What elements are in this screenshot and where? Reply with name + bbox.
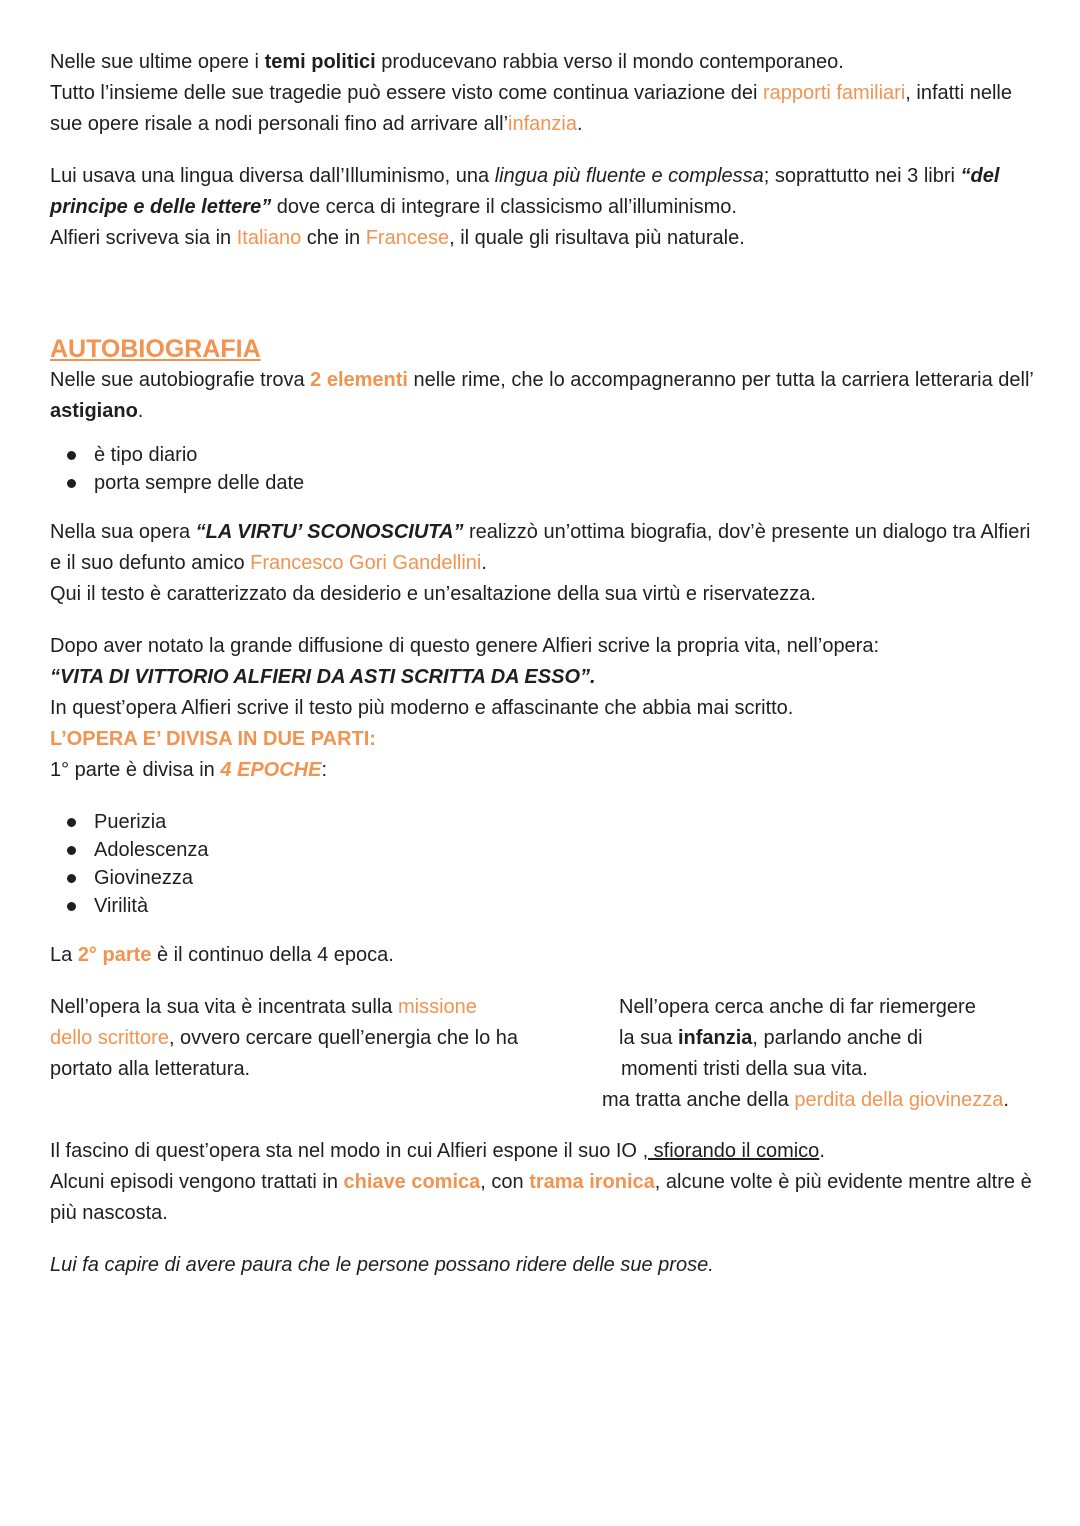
trama-ironica: trama ironica: [529, 1171, 655, 1193]
autobio-paragraph-1: Nelle sue autobiografie trova 2 elementi nelle rime, che lo accompagneranno per tutta la carriera letteraria dell’ astigiano.: [50, 369, 1034, 422]
autobio-paragraph-11: Alcuni episodi vengono trattati in chiave comica, con trama ironica, alcune volte è più evidente mentre altre è più nascosta.: [50, 1171, 1032, 1224]
lingua-fluente: lingua più fluente e complessa: [494, 165, 764, 187]
list-item: Puerizia: [50, 808, 1040, 836]
list-item: Giovinezza: [50, 864, 1040, 892]
intro-paragraph-1: Nelle sue ultime opere i temi politici producevano rabbia verso il mondo contemporaneo.: [50, 51, 844, 73]
vita-title: “VITA DI VITTORIO ALFIERI DA ASTI SCRITTA DA ESSO”.: [50, 666, 596, 688]
sfiorando-comico: , sfiorando il comico: [642, 1140, 820, 1162]
autobio-paragraph-3: Qui il testo è caratterizzato da desiderio e un’esaltazione della sua virtù e riservatezza.: [50, 583, 816, 605]
due-elementi: 2 elementi: [310, 369, 408, 391]
virtu-sconosciuta: “LA VIRTU’ SCONOSCIUTA”: [195, 521, 464, 543]
two-columns: [50, 992, 1040, 1116]
list-item: Adolescenza: [50, 836, 1040, 864]
infanzia-highlight: infanzia: [508, 113, 577, 135]
list-item: è tipo diario: [50, 441, 1040, 469]
epochs-list: [50, 808, 1040, 920]
temi-politici: temi politici: [264, 51, 376, 73]
column-left: Nell’opera la sua vita è incentrata sulla missione dello scrittore, ovvero cercare quell’energia che lo ha portato alla letteratura.: [50, 996, 519, 1080]
column-right: Nell’opera cerca anche di far riemergere la sua infanzia, parlando anche di momenti tristi della sua vita. ma tratta anche della perdita della giovinezza.: [602, 996, 1009, 1111]
seconda-parte: 2° parte: [77, 944, 152, 966]
infanzia-bold: infanzia: [677, 1027, 753, 1049]
francese-highlight: Francese: [365, 227, 450, 249]
autobio-paragraph-2: Nella sua opera “LA VIRTU’ SCONOSCIUTA” realizzò un’ottima biografia, dov’è presente un dialogo tra Alfieri e il suo defunto amico Francesco Gori Gandellini.: [50, 521, 1031, 574]
intro-paragraph-4: Alfieri scriveva sia in Italiano che in Francese, il quale gli risultava più naturale.: [50, 227, 745, 249]
opera-divisa-heading: L’OPERA E’ DIVISA IN DUE PARTI:: [50, 728, 376, 750]
perdita-giovinezza: perdita della giovinezza: [794, 1089, 1004, 1111]
closing-note: Lui fa capire di avere paura che le persone possano ridere delle sue prose.: [50, 1254, 714, 1276]
missione-scrittore: missione dello scrittore: [50, 996, 477, 1049]
autobio-paragraph-10: Il fascino di quest’opera sta nel modo in cui Alfieri espone il suo IO , sfiorando il comico.: [50, 1140, 825, 1162]
autobio-paragraph-4: Dopo aver notato la grande diffusione di questo genere Alfieri scrive la propria vita, nell’opera:: [50, 635, 880, 657]
quattro-epoche: 4 EPOCHE: [220, 759, 322, 781]
parte-1: 1° parte è divisa in 4 EPOCHE:: [50, 759, 328, 781]
intro-paragraph-3: Lui usava una lingua diversa dall’Illuminismo, una lingua più fluente e complessa; soprattutto nei 3 libri “del principe e delle lettere” dove cerca di integrare il classicismo all’illuminismo.: [50, 165, 1000, 218]
section-heading-autobiografia: AUTOBIOGRAFIA: [50, 335, 261, 363]
intro-paragraph-2: Tutto l’insieme delle sue tragedie può essere visto come continua variazione dei rapporti familiari, infatti nelle sue opere risale a nodi personali fino ad arrivare all’infanzia.: [50, 82, 1012, 135]
libri-title: “del principe e delle lettere”: [50, 165, 1000, 218]
parte-2: La 2° parte è il continuo della 4 epoca.: [50, 944, 394, 966]
rapporti-familiari: rapporti familiari: [763, 82, 906, 104]
list-item: Virilità: [50, 892, 1040, 920]
document-page: [50, 47, 1040, 1281]
astigiano: astigiano: [50, 400, 138, 422]
italiano-highlight: Italiano: [236, 227, 302, 249]
list-item: porta sempre delle date: [50, 469, 1040, 497]
gori-gandellini: Francesco Gori Gandellini: [250, 552, 482, 574]
chiave-comica: chiave comica: [343, 1171, 481, 1193]
autobio-paragraph-6: In quest’opera Alfieri scrive il testo più moderno e affascinante che abbia mai scritto.: [50, 697, 794, 719]
elements-list: [50, 441, 1040, 497]
